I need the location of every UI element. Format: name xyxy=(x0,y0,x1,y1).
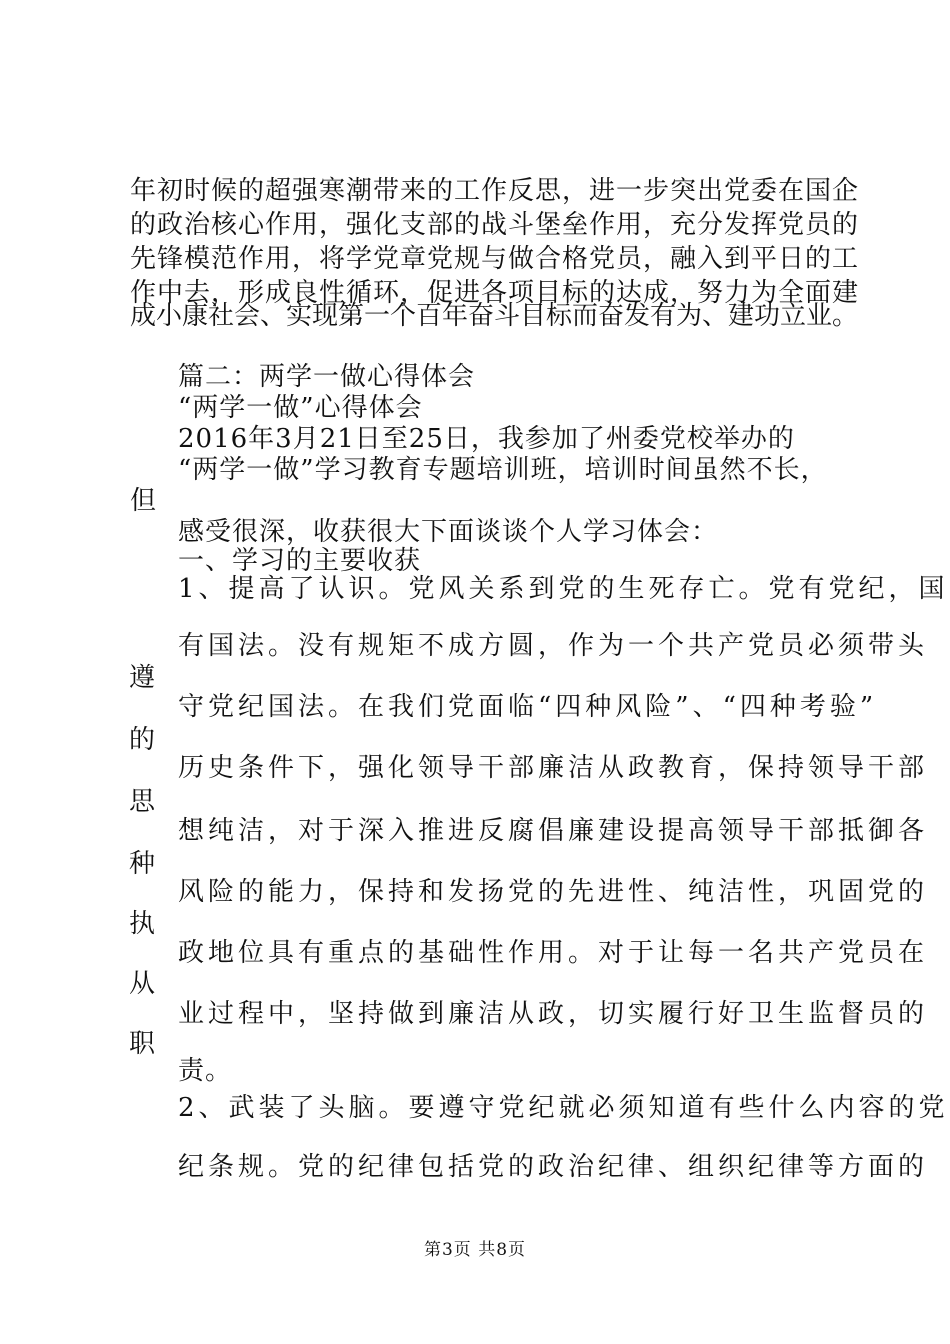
page-footer: 第3页 共8页 xyxy=(423,1240,527,1260)
margin-char: 遵 xyxy=(129,663,156,693)
text-line: 但 xyxy=(130,486,158,516)
text-line: 2、武装了头脑。要遵守党纪就必须知道有些什么内容的党 xyxy=(178,1093,949,1123)
margin-char: 职 xyxy=(129,1029,156,1059)
text-line: “两学一做”学习教育专题培训班，培训时间虽然不长， xyxy=(178,455,828,485)
margin-char: 种 xyxy=(129,849,156,879)
text-line: 守党纪国法。在我们党面临“四种风险”、“四种考验” xyxy=(178,692,878,722)
text-line: 先锋模范作用，将学党章党规与做合格党员，融入到平日的工 xyxy=(130,244,860,274)
article-title: “两学一做”心得体会 xyxy=(178,393,423,423)
text-line: 想纯洁，对于深入推进反腐倡廉建设提高领导干部抵御各 xyxy=(178,816,929,846)
text-line: 成小康社会、实现第一个百年奋斗目标而奋发有为、建功立业。 xyxy=(130,301,859,331)
text-line: 感受很深，收获很大下面谈谈个人学习体会： xyxy=(178,517,719,547)
section-heading: 篇二：两学一做心得体会 xyxy=(178,362,476,392)
text-line: 2016年3月21日至25日，我参加了州委党校举办的 xyxy=(178,424,795,454)
margin-char: 执 xyxy=(129,909,156,939)
margin-char: 的 xyxy=(129,725,156,755)
text-line: 风险的能力，保持和发扬党的先进性、纯洁性，巩固党的 xyxy=(178,877,929,907)
text-line: 纪条规。党的纪律包括党的政治纪律、组织纪律等方面的 xyxy=(178,1152,929,1182)
text-line: 业过程中，坚持做到廉洁从政，切实履行好卫生监督员的 xyxy=(178,999,929,1029)
text-line: 1、提高了认识。党风关系到党的生死存亡。党有党纪，国 xyxy=(178,574,949,604)
text-line: 政地位具有重点的基础性作用。对于让每一名共产党员在 xyxy=(178,938,929,968)
text-line: 年初时候的超强寒潮带来的工作反思，进一步突出党委在国企 xyxy=(130,176,860,206)
margin-char: 从 xyxy=(129,969,156,999)
text-line: 责。 xyxy=(178,1056,233,1086)
text-line: 历史条件下，强化领导干部廉洁从政教育，保持领导干部 xyxy=(178,753,929,783)
text-line: 的政治核心作用，强化支部的战斗堡垒作用，充分发挥党员的 xyxy=(130,210,860,240)
text-line: 作中去，形成良性循环，促进各项目标的达成，努力为全面建 xyxy=(130,278,860,308)
subheading: 一、学习的主要收获 xyxy=(178,546,422,576)
margin-char: 思 xyxy=(129,787,156,817)
text-line: 有国法。没有规矩不成方圆，作为一个共产党员必须带头 xyxy=(178,631,929,661)
